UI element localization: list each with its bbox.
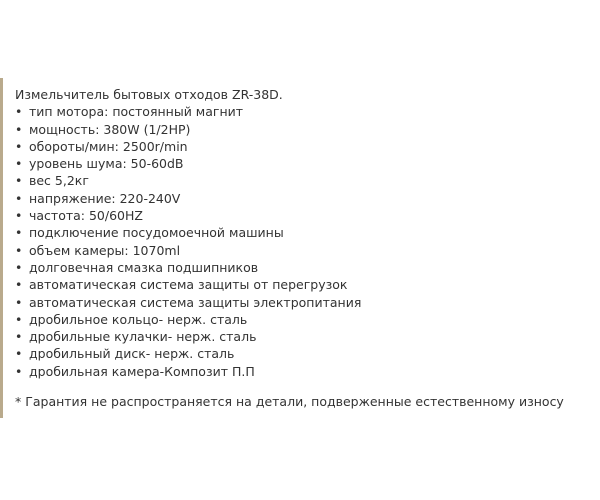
spec-item	[15, 138, 590, 155]
spec-text: автоматическая система защиты электропитания	[29, 294, 362, 310]
left-accent-bar	[0, 78, 3, 418]
bullet-icon: •	[15, 363, 23, 379]
spec-item	[15, 276, 590, 293]
bullet-icon: •	[15, 104, 23, 120]
spec-text: подключение посудомоечной машины	[29, 225, 284, 241]
bullet-icon: •	[15, 208, 23, 224]
spec-item	[15, 172, 590, 189]
spec-text: дробильная камера-Композит П.П	[29, 363, 255, 379]
spec-item	[15, 190, 590, 207]
warranty-footnote: * Гарантия не распространяется на детали, подверженные естественному износу	[15, 394, 564, 410]
bullet-icon: •	[15, 121, 23, 137]
spec-text: обороты/мин: 2500r/min	[29, 138, 188, 154]
spec-text: долговечная смазка подшипников	[29, 259, 259, 275]
spec-item	[15, 103, 590, 120]
bullet-icon: •	[15, 329, 23, 345]
spec-text: вес 5,2кг	[29, 173, 89, 189]
spec-text: уровень шума: 50-60dB	[29, 156, 184, 172]
spec-text: автоматическая система защиты от перегрузок	[29, 277, 348, 293]
spec-item	[15, 345, 590, 362]
spec-item	[15, 363, 590, 380]
bullet-icon: •	[15, 277, 23, 293]
spec-text: дробильный диск- нерж. сталь	[29, 346, 235, 362]
bullet-icon: •	[15, 346, 23, 362]
product-description	[15, 86, 590, 410]
bullet-icon: •	[15, 242, 23, 258]
spec-item	[15, 294, 590, 311]
bullet-icon: •	[15, 259, 23, 275]
spec-item	[15, 155, 590, 172]
spec-item	[15, 224, 590, 241]
bullet-icon: •	[15, 156, 23, 172]
spec-text: тип мотора: постоянный магнит	[29, 104, 244, 120]
spec-text: частота: 50/60HZ	[29, 208, 143, 224]
spec-item	[15, 242, 590, 259]
spec-text: мощность: 380W (1/2HP)	[29, 121, 191, 137]
spec-item	[15, 311, 590, 328]
bullet-icon: •	[15, 294, 23, 310]
bullet-icon: •	[15, 225, 23, 241]
bullet-icon: •	[15, 190, 23, 206]
bullet-icon: •	[15, 138, 23, 154]
spec-text: напряжение: 220-240V	[29, 190, 181, 206]
bullet-icon: •	[15, 311, 23, 327]
spec-item	[15, 328, 590, 345]
product-title: Измельчитель бытовых отходов ZR-38D.	[15, 87, 283, 102]
spec-list	[15, 103, 590, 380]
spec-text: дробильное кольцо- нерж. сталь	[29, 311, 248, 327]
spec-text: дробильные кулачки- нерж. сталь	[29, 329, 257, 345]
bullet-icon: •	[15, 173, 23, 189]
spec-item	[15, 259, 590, 276]
spec-item	[15, 121, 590, 138]
spec-text: объем камеры: 1070ml	[29, 242, 181, 258]
spec-item	[15, 207, 590, 224]
